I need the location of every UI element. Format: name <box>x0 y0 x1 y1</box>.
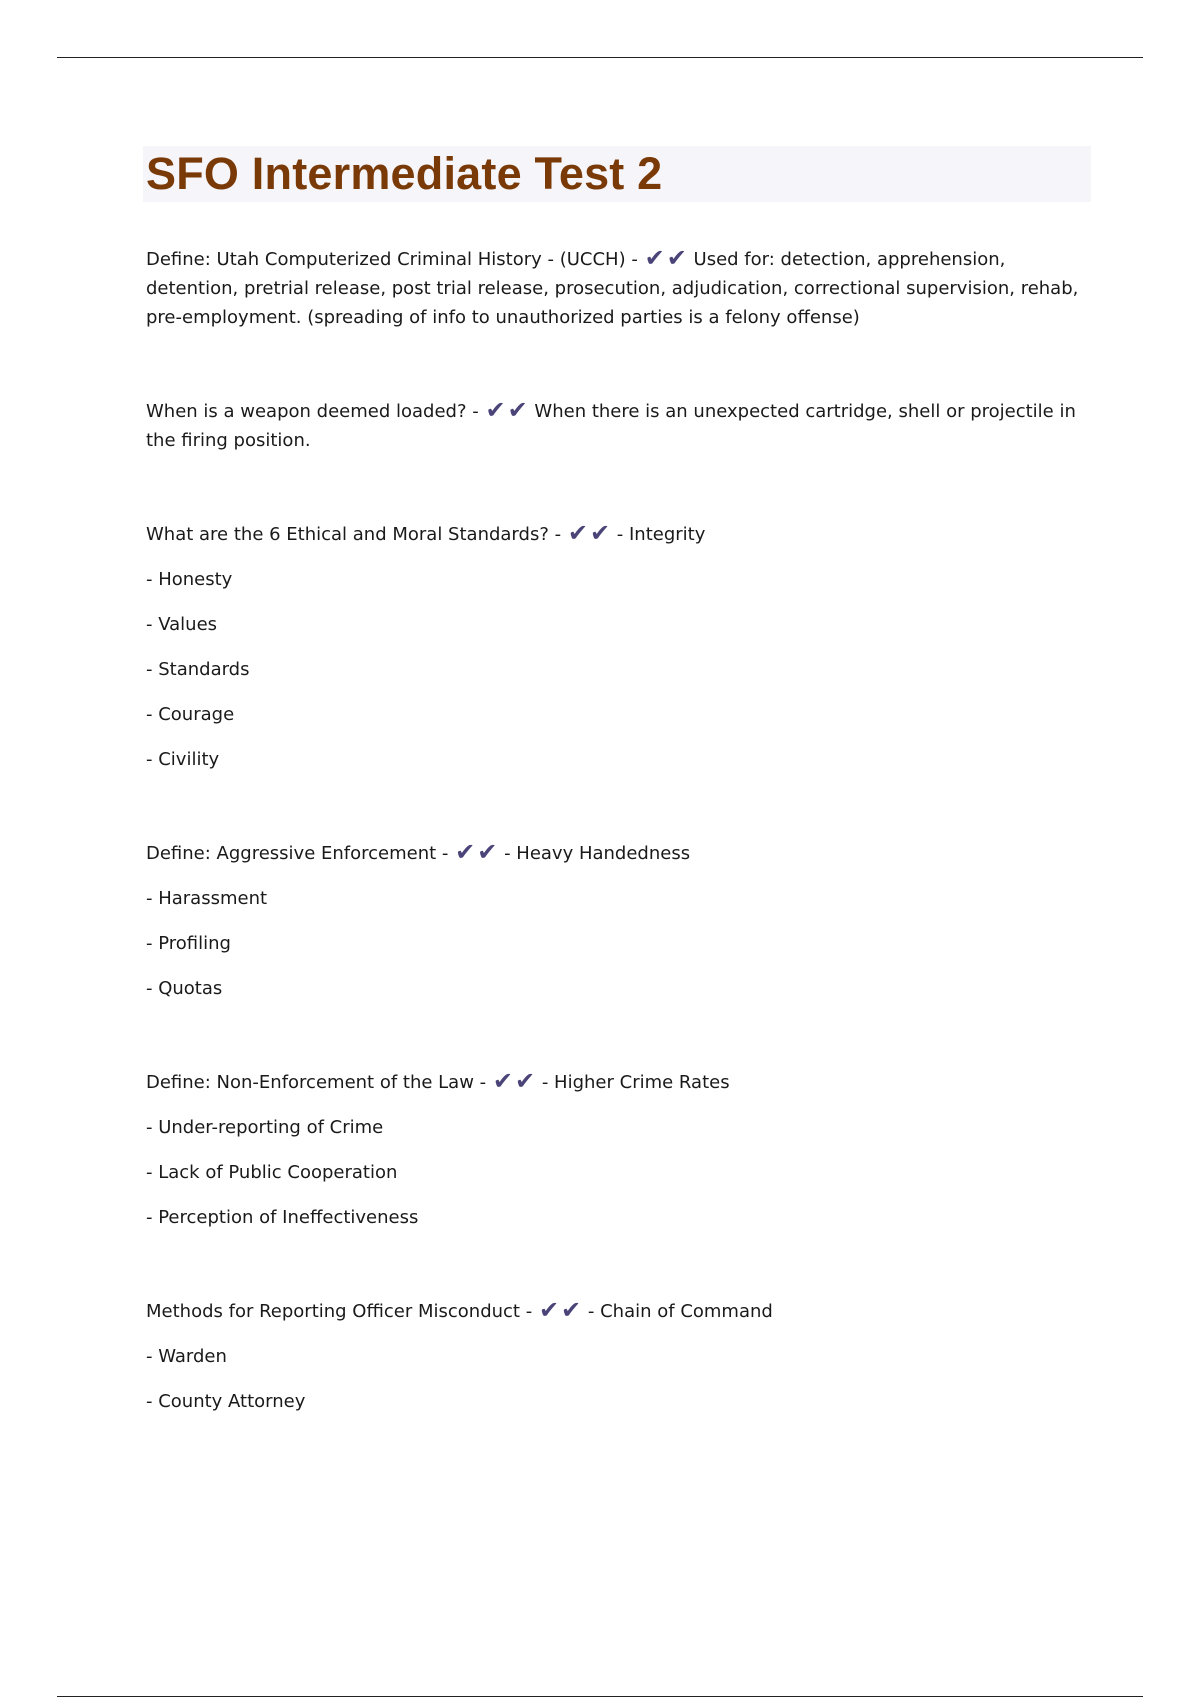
answer-bullet: - Under-reporting of Crime <box>146 1117 384 1138</box>
top-rule <box>57 57 1143 58</box>
answer-bullet: - Standards <box>146 659 250 680</box>
question-text: Define: Utah Computerized Criminal History - (UCCH) - <box>146 249 638 270</box>
document-title: SFO Intermediate Test 2 <box>146 148 663 199</box>
question-text: What are the 6 Ethical and Moral Standards? - <box>146 524 562 545</box>
checkmark-icon: ✔ <box>561 1296 582 1324</box>
answer-bullet: - Perception of Ineffectiveness <box>146 1207 419 1228</box>
answer-bullet: - Harassment <box>146 888 268 909</box>
qa-item <box>146 1068 1086 1232</box>
question-text: When is a weapon deemed loaded? - <box>146 401 479 422</box>
checkmark-icon: ✔ <box>485 396 506 424</box>
question-text: Define: Aggressive Enforcement - <box>146 843 449 864</box>
checkmark-icon: ✔ <box>589 519 611 547</box>
answer-bullet: - Quotas <box>146 978 223 999</box>
qa-line <box>146 1297 1086 1326</box>
checkmark-icon: ✔ <box>477 838 498 866</box>
qa-line <box>146 839 1086 868</box>
qa-item <box>146 397 1086 455</box>
qa-line <box>146 245 1086 332</box>
bottom-rule <box>57 1696 1143 1697</box>
checkmark-icon: ✔ <box>492 1067 513 1095</box>
answer-bullet: - County Attorney <box>146 1391 306 1412</box>
qa-item <box>146 1297 1086 1416</box>
answer-text: - Chain of Command <box>587 1301 773 1322</box>
answer-text: - Integrity <box>616 524 706 545</box>
answer-bullet: - Lack of Public Cooperation <box>146 1162 398 1183</box>
checkmark-icon: ✔ <box>455 838 476 866</box>
checkmark-icon: ✔ <box>644 244 665 272</box>
answer-bullet: - Profiling <box>146 933 231 954</box>
checkmark-icon: ✔ <box>507 396 528 424</box>
question-text: Methods for Reporting Officer Misconduct - <box>146 1301 533 1322</box>
answer-text: - Higher Crime Rates <box>541 1072 730 1093</box>
qa-line <box>146 1068 1086 1097</box>
checkmark-icon: ✔ <box>515 1067 536 1095</box>
checkmark-icon: ✔ <box>538 1296 560 1324</box>
answer-bullet: - Civility <box>146 749 220 770</box>
qa-line <box>146 397 1086 455</box>
answer-text: Used for: detection, apprehension, detention, pretrial release, post trial release, prosecution, adjudication, correctional supervision, rehab, pre-employment. (spreading of info to unauthorized parties is a felony offense) <box>146 249 1079 328</box>
checkmark-icon: ✔ <box>567 519 588 547</box>
qa-item <box>146 520 1086 774</box>
answer-text: - Heavy Handedness <box>504 843 691 864</box>
qa-item <box>146 245 1086 332</box>
answer-bullet: - Values <box>146 614 218 635</box>
answer-text: When there is an unexpected cartridge, shell or projectile in the firing position. <box>146 401 1076 451</box>
question-text: Define: Non-Enforcement of the Law - <box>146 1072 487 1093</box>
qa-list <box>146 245 1086 1481</box>
answer-bullet: - Honesty <box>146 569 233 590</box>
qa-item <box>146 839 1086 1003</box>
answer-bullet: - Warden <box>146 1346 227 1367</box>
checkmark-icon: ✔ <box>666 244 687 272</box>
qa-line <box>146 520 1086 549</box>
answer-bullet: - Courage <box>146 704 235 725</box>
